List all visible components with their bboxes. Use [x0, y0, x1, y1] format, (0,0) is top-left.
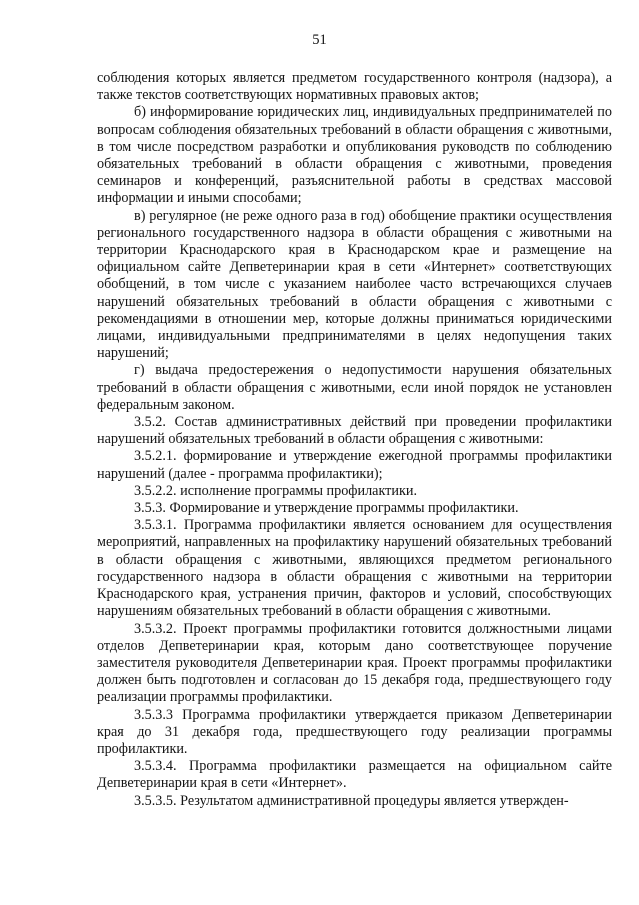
document-body	[97, 70, 612, 810]
paragraph-3-5-3-5: 3.5.3.5. Результатом административной процедуры является утвержден-	[134, 792, 569, 809]
paragraph-item-g: г) выдача предостережения о недопустимости нарушения обязательных требований в области обращения с животными, если иной порядок не установлен федеральным законом.	[97, 362, 612, 413]
paragraph-3-5-3: 3.5.3. Формирование и утверждение программы профилактики.	[134, 500, 519, 517]
paragraph-3-5-3-2: 3.5.3.2. Проект программы профилактики готовится должностными лицами отделов Депветеринарии края, которым дано соответствующее поручение заместителя руководителя Депветеринарии края. Проект программы профилактики должен быть подготовлен и согласован до 15 декабря года, предшествующего году реализации программы профилактики.	[97, 620, 612, 706]
paragraph-item-v: в) регулярное (не реже одного раза в год) обобщение практики осуществления регионального государственного надзора в области обращения с животными на территории Краснодарского края в Краснодарском крае и размещение на официальном сайте Депветеринарии края в сети «Интернет» соответствующих обобщений, в том числе с указанием наиболее часто встречающихся случаев нарушений обязательных требований в области обращения с животными с рекомендациями в отношении мер, которые должны приниматься юридическими лицами, индивидуальными предпринимателями в целях недопущения таких нарушений;	[97, 207, 612, 362]
paragraph-3-5-3-4: 3.5.3.4. Программа профилактики размещается на официальном сайте Депветеринарии края в сети «Интернет».	[97, 758, 612, 792]
page-number: 51	[312, 32, 327, 48]
paragraph-3-5-2-2: 3.5.2.2. исполнение программы профилактики.	[134, 482, 417, 499]
paragraph-3-5-2: 3.5.2. Состав административных действий при проведении профилактики нарушений обязательных требований в области обращения с животными:	[97, 414, 612, 448]
paragraph-item-b: б) информирование юридических лиц, индивидуальных предпринимателей по вопросам соблюдения обязательных требований в области обращения с животными, в том числе посредством разработки и опубликования руководств по соблюдению обязательных требований в области обращения с животными, проведения семинаров и конференций, разъяснительной работы в средствах массовой информации и иными способами;	[97, 104, 612, 207]
paragraph-continuation: соблюдения которых является предметом государственного контроля (надзора), а также текстов соответствующих нормативных правовых актов;	[97, 70, 612, 104]
paragraph-3-5-2-1: 3.5.2.1. формирование и утверждение ежегодной программы профилактики нарушений (далее - программа профилактики);	[97, 448, 612, 482]
paragraph-3-5-3-1: 3.5.3.1. Программа профилактики является основанием для осуществления мероприятий, направленных на профилактику нарушений обязательных требований в области обращения с животными, являющихся предметом регионального государственного надзора в области обращения с животными на территории Краснодарского края, устранения причин, факторов и условий, способствующих нарушениям обязательных требований в области обращения с животными.	[97, 517, 612, 620]
paragraph-3-5-3-3: 3.5.3.3 Программа профилактики утверждается приказом Депветеринарии края до 31 декабря года, предшествующего году реализации программы профилактики.	[97, 706, 612, 757]
